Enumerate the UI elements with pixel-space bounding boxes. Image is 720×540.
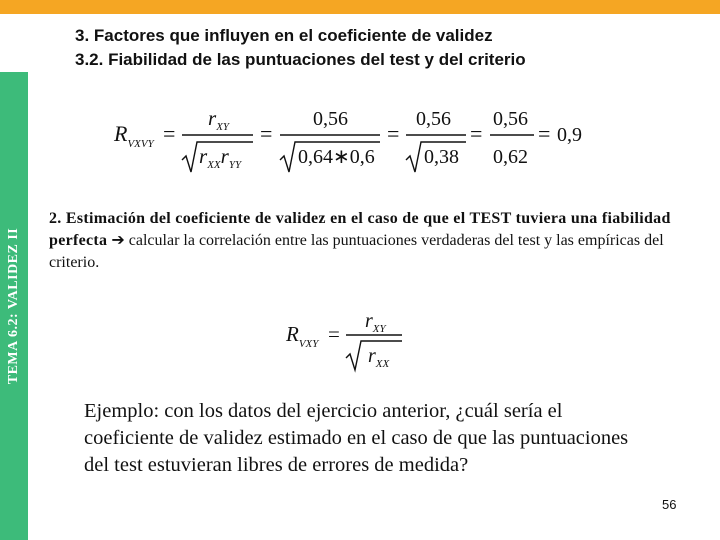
equals-sign: = [387, 121, 400, 146]
explanation-paragraph [49, 208, 689, 274]
formula1-lhs: $R_{VXVY}$ [114, 121, 154, 150]
title-line-1: 3. Factores que influyen en el coeficiente de validez [75, 26, 493, 45]
formula1-denominator: $r_{XX}r_{YY}$ [199, 144, 242, 171]
formula1-numerator: $r_{XY}$ [208, 106, 230, 133]
example-question: Ejemplo: con los datos del ejercicio anterior, ¿cuál sería el coeficiente de validez estimado en el caso de que las puntuaciones del test estuvieran libres de errores de medida? [84, 400, 629, 476]
slide-title [75, 24, 526, 72]
explanation-text: calcular la correlación entre las puntuaciones verdaderas del test y las empíricas del criterio. [49, 232, 664, 271]
fraction-4-numerator: 0,56 [493, 108, 528, 130]
equals-sign: = [538, 121, 551, 146]
equals-sign: = [470, 121, 483, 146]
fraction-2-numerator: 0,56 [313, 108, 348, 130]
sidebar-label: TEMA 6.2: VALIDEZ II [6, 227, 21, 385]
formula1-result: 0,9 [557, 124, 582, 146]
page-number: 56 [662, 497, 677, 512]
fraction-3-numerator: 0,56 [416, 108, 451, 130]
formula2-numerator: $r_{XY}$ [365, 310, 386, 335]
fraction-3-denominator: 0,38 [424, 146, 459, 168]
equals-sign: = [260, 121, 273, 146]
arrow-icon: ➔ [111, 232, 125, 249]
formula2-lhs: $R_{VXY}$ [286, 322, 319, 350]
formula-validity-correction [110, 100, 600, 180]
formula-perfect-reliability [282, 310, 412, 380]
fraction-4-denominator: 0,62 [493, 146, 528, 168]
equals-sign: = [163, 121, 176, 146]
equals-sign: = [328, 322, 340, 346]
formula2-denominator: $r_{XX}$ [368, 345, 390, 370]
fraction-2-denominator: 0,64∗0,6 [298, 146, 375, 168]
title-line-2: 3.2. Fiabilidad de las puntuaciones del test y del criterio [75, 50, 526, 69]
top-accent-bar [0, 0, 720, 14]
explanation-bold: 2. Estimación del coeficiente de validez en el caso de que el TEST tuviera una fiabilidad perfecta [49, 210, 671, 249]
